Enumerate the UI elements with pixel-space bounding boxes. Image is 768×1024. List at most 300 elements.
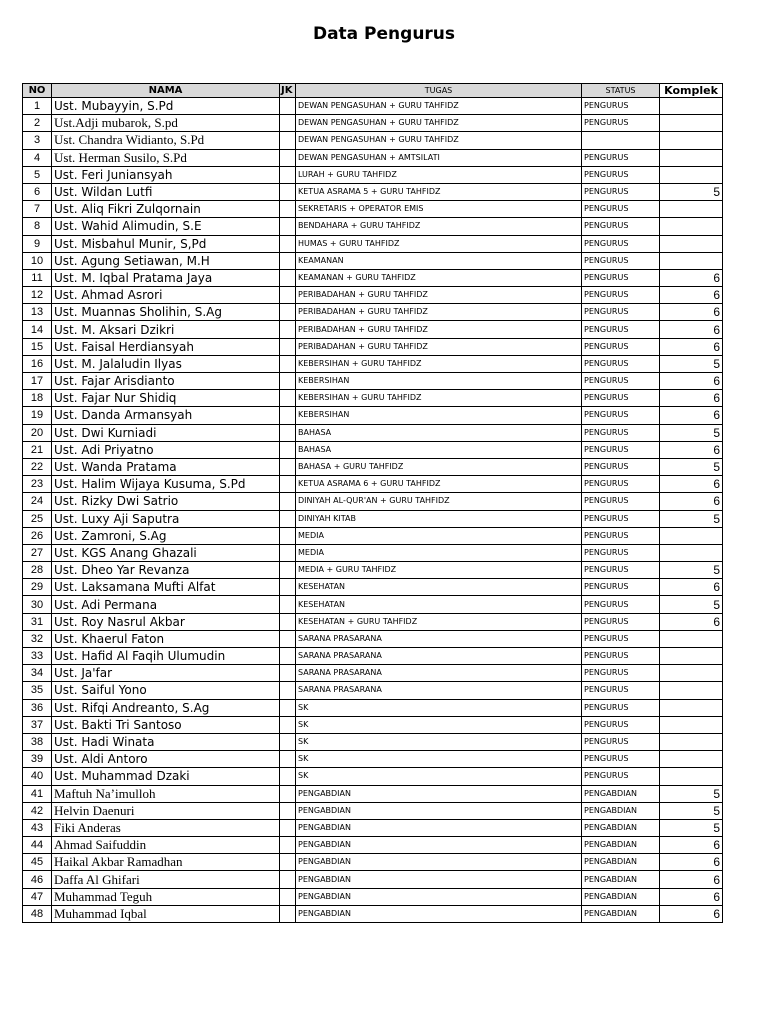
cell-nama: Ust. Mubayyin, S.Pd: [52, 98, 280, 115]
cell-nama: Ust. Feri Juniansyah: [52, 166, 280, 183]
header-komplek: Komplek: [660, 84, 723, 98]
cell-tugas: BAHASA: [296, 424, 582, 441]
cell-tugas: KEAMANAN + GURU TAHFIDZ: [296, 269, 582, 286]
table-row: [23, 837, 723, 854]
cell-no: 4: [23, 149, 52, 166]
cell-status: PENGURUS: [582, 544, 660, 561]
table-row: [23, 682, 723, 699]
cell-tugas: SK: [296, 733, 582, 750]
cell-status: PENGURUS: [582, 665, 660, 682]
cell-no: 16: [23, 355, 52, 372]
cell-status: PENGURUS: [582, 579, 660, 596]
cell-no: 43: [23, 819, 52, 836]
table-row: [23, 751, 723, 768]
cell-nama: Ust. Laksamana Mufti Alfat: [52, 579, 280, 596]
cell-jk: [280, 527, 296, 544]
cell-komplek: [660, 733, 723, 750]
cell-jk: [280, 390, 296, 407]
cell-tugas: PERIBADAHAN + GURU TAHFIDZ: [296, 304, 582, 321]
cell-jk: [280, 235, 296, 252]
cell-komplek: 5: [660, 424, 723, 441]
cell-jk: [280, 785, 296, 802]
cell-nama: Ust. Wildan Lutfi: [52, 183, 280, 200]
cell-nama: Ust. Chandra Widianto, S.Pd: [52, 132, 280, 149]
cell-no: 36: [23, 699, 52, 716]
cell-no: 7: [23, 201, 52, 218]
cell-status: PENGABDIAN: [582, 819, 660, 836]
cell-nama: Ust. Halim Wijaya Kusuma, S.Pd: [52, 476, 280, 493]
cell-jk: [280, 441, 296, 458]
table-row: [23, 287, 723, 304]
cell-nama: Ust. Adi Priyatno: [52, 441, 280, 458]
cell-tugas: PENGABDIAN: [296, 819, 582, 836]
cell-nama: Ust. M. Iqbal Pratama Jaya: [52, 269, 280, 286]
cell-status: PENGURUS: [582, 699, 660, 716]
cell-nama: Ust. Hadi Winata: [52, 733, 280, 750]
cell-status: PENGURUS: [582, 630, 660, 647]
table-row: [23, 458, 723, 475]
cell-jk: [280, 407, 296, 424]
cell-tugas: DINIYAH AL-QUR'AN + GURU TAHFIDZ: [296, 493, 582, 510]
cell-komplek: 6: [660, 613, 723, 630]
cell-tugas: BENDAHARA + GURU TAHFIDZ: [296, 218, 582, 235]
cell-no: 32: [23, 630, 52, 647]
cell-tugas: KEBERSIHAN + GURU TAHFIDZ: [296, 355, 582, 372]
cell-tugas: KEBERSIHAN: [296, 407, 582, 424]
cell-komplek: 5: [660, 458, 723, 475]
cell-no: 19: [23, 407, 52, 424]
cell-tugas: DINIYAH KITAB: [296, 510, 582, 527]
cell-no: 22: [23, 458, 52, 475]
cell-status: PENGABDIAN: [582, 802, 660, 819]
cell-jk: [280, 355, 296, 372]
cell-no: 12: [23, 287, 52, 304]
table-row: [23, 183, 723, 200]
cell-jk: [280, 304, 296, 321]
cell-jk: [280, 218, 296, 235]
cell-status: PENGURUS: [582, 98, 660, 115]
cell-nama: Fiki Anderas: [52, 819, 280, 836]
cell-status: PENGABDIAN: [582, 905, 660, 922]
cell-komplek: 5: [660, 802, 723, 819]
cell-tugas: KEAMANAN: [296, 252, 582, 269]
cell-komplek: 5: [660, 819, 723, 836]
cell-nama: Ust. Rizky Dwi Satrio: [52, 493, 280, 510]
cell-komplek: 5: [660, 785, 723, 802]
cell-status: PENGURUS: [582, 166, 660, 183]
cell-nama: Ust. Fajar Arisdianto: [52, 373, 280, 390]
cell-tugas: BAHASA: [296, 441, 582, 458]
cell-jk: [280, 458, 296, 475]
table-row: [23, 630, 723, 647]
cell-tugas: SK: [296, 716, 582, 733]
cell-tugas: KESEHATAN: [296, 596, 582, 613]
cell-tugas: KEBERSIHAN + GURU TAHFIDZ: [296, 390, 582, 407]
table-row: [23, 613, 723, 630]
cell-status: PENGURUS: [582, 751, 660, 768]
cell-nama: Ust. Rifqi Andreanto, S.Ag: [52, 699, 280, 716]
table-row: [23, 905, 723, 922]
cell-no: 11: [23, 269, 52, 286]
cell-status: PENGURUS: [582, 235, 660, 252]
cell-status: PENGURUS: [582, 562, 660, 579]
cell-no: 34: [23, 665, 52, 682]
header-tugas: TUGAS: [296, 84, 582, 98]
cell-tugas: PENGABDIAN: [296, 837, 582, 854]
cell-komplek: 5: [660, 562, 723, 579]
cell-jk: [280, 751, 296, 768]
cell-jk: [280, 373, 296, 390]
cell-jk: [280, 115, 296, 132]
cell-nama: Ust. Danda Armansyah: [52, 407, 280, 424]
cell-status: PENGABDIAN: [582, 854, 660, 871]
cell-jk: [280, 493, 296, 510]
cell-no: 13: [23, 304, 52, 321]
cell-jk: [280, 871, 296, 888]
cell-nama: Ust. Agung Setiawan, M.H: [52, 252, 280, 269]
cell-nama: Ust. Hafid Al Faqih Ulumudin: [52, 648, 280, 665]
cell-komplek: 6: [660, 493, 723, 510]
cell-komplek: 5: [660, 596, 723, 613]
table-row: [23, 562, 723, 579]
cell-no: 9: [23, 235, 52, 252]
cell-nama: Ust. Aldi Antoro: [52, 751, 280, 768]
cell-status: PENGURUS: [582, 390, 660, 407]
table-row: [23, 390, 723, 407]
cell-jk: [280, 699, 296, 716]
cell-nama: Ust. Ahmad Asrori: [52, 287, 280, 304]
cell-jk: [280, 476, 296, 493]
table-row: [23, 132, 723, 149]
table-row: [23, 304, 723, 321]
cell-komplek: [660, 630, 723, 647]
cell-komplek: 6: [660, 905, 723, 922]
cell-tugas: KEBERSIHAN: [296, 373, 582, 390]
table-row: [23, 802, 723, 819]
cell-tugas: PENGABDIAN: [296, 785, 582, 802]
cell-status: PENGURUS: [582, 183, 660, 200]
cell-nama: Ust. Misbahul Munir, S,Pd: [52, 235, 280, 252]
cell-komplek: [660, 768, 723, 785]
cell-nama: Muhammad Iqbal: [52, 905, 280, 922]
cell-status: PENGURUS: [582, 407, 660, 424]
table-row: [23, 544, 723, 561]
cell-status: PENGURUS: [582, 613, 660, 630]
cell-jk: [280, 149, 296, 166]
cell-komplek: [660, 665, 723, 682]
table-row: [23, 699, 723, 716]
cell-jk: [280, 682, 296, 699]
cell-komplek: 6: [660, 579, 723, 596]
table-row: [23, 476, 723, 493]
cell-tugas: PERIBADAHAN + GURU TAHFIDZ: [296, 338, 582, 355]
cell-komplek: [660, 527, 723, 544]
cell-nama: Ust. Wahid Alimudin, S.E: [52, 218, 280, 235]
header-no: NO: [23, 84, 52, 98]
cell-jk: [280, 510, 296, 527]
cell-status: PENGURUS: [582, 493, 660, 510]
cell-status: PENGURUS: [582, 269, 660, 286]
cell-nama: Ust. Khaerul Faton: [52, 630, 280, 647]
cell-komplek: [660, 98, 723, 115]
cell-status: PENGURUS: [582, 441, 660, 458]
cell-komplek: [660, 682, 723, 699]
table-row: [23, 166, 723, 183]
cell-jk: [280, 888, 296, 905]
cell-status: PENGURUS: [582, 304, 660, 321]
cell-nama: Muhammad Teguh: [52, 888, 280, 905]
cell-tugas: PERIBADAHAN + GURU TAHFIDZ: [296, 287, 582, 304]
cell-status: PENGURUS: [582, 149, 660, 166]
cell-komplek: [660, 699, 723, 716]
cell-jk: [280, 613, 296, 630]
cell-no: 18: [23, 390, 52, 407]
cell-tugas: SARANA PRASARANA: [296, 682, 582, 699]
cell-jk: [280, 854, 296, 871]
table-row: [23, 355, 723, 372]
cell-jk: [280, 338, 296, 355]
table-row: [23, 648, 723, 665]
cell-no: 44: [23, 837, 52, 854]
cell-jk: [280, 579, 296, 596]
table-row: [23, 201, 723, 218]
cell-no: 8: [23, 218, 52, 235]
cell-nama: Ust. Dwi Kurniadi: [52, 424, 280, 441]
cell-tugas: DEWAN PENGASUHAN + AMTSILATI: [296, 149, 582, 166]
cell-jk: [280, 321, 296, 338]
cell-jk: [280, 132, 296, 149]
cell-nama: Ust. M. Aksari Dzikri: [52, 321, 280, 338]
cell-tugas: SEKRETARIS + OPERATOR EMIS: [296, 201, 582, 218]
cell-nama: Ust. Luxy Aji Saputra: [52, 510, 280, 527]
cell-tugas: BAHASA + GURU TAHFIDZ: [296, 458, 582, 475]
cell-tugas: SARANA PRASARANA: [296, 648, 582, 665]
cell-tugas: KESEHATAN + GURU TAHFIDZ: [296, 613, 582, 630]
cell-jk: [280, 733, 296, 750]
cell-komplek: [660, 648, 723, 665]
table-row: [23, 596, 723, 613]
cell-tugas: MEDIA: [296, 544, 582, 561]
cell-komplek: 6: [660, 287, 723, 304]
table-row: [23, 819, 723, 836]
cell-jk: [280, 716, 296, 733]
cell-no: 26: [23, 527, 52, 544]
table-row: [23, 527, 723, 544]
cell-nama: Haikal Akbar Ramadhan: [52, 854, 280, 871]
cell-jk: [280, 630, 296, 647]
cell-komplek: 6: [660, 837, 723, 854]
cell-no: 27: [23, 544, 52, 561]
table-row: [23, 338, 723, 355]
cell-tugas: PENGABDIAN: [296, 905, 582, 922]
cell-jk: [280, 768, 296, 785]
cell-status: PENGURUS: [582, 768, 660, 785]
cell-status: PENGURUS: [582, 355, 660, 372]
cell-tugas: KETUA ASRAMA 6 + GURU TAHFIDZ: [296, 476, 582, 493]
cell-jk: [280, 269, 296, 286]
cell-no: 14: [23, 321, 52, 338]
cell-jk: [280, 819, 296, 836]
cell-nama: Ust. Ja'far: [52, 665, 280, 682]
table-row: [23, 235, 723, 252]
cell-jk: [280, 183, 296, 200]
cell-tugas: PERIBADAHAN + GURU TAHFIDZ: [296, 321, 582, 338]
table-row: [23, 716, 723, 733]
header-status: STATUS: [582, 84, 660, 98]
cell-no: 39: [23, 751, 52, 768]
cell-jk: [280, 596, 296, 613]
table-row: [23, 321, 723, 338]
cell-jk: [280, 562, 296, 579]
cell-komplek: 6: [660, 871, 723, 888]
table-row: [23, 373, 723, 390]
cell-no: 10: [23, 252, 52, 269]
cell-no: 3: [23, 132, 52, 149]
cell-komplek: 6: [660, 269, 723, 286]
cell-komplek: [660, 252, 723, 269]
cell-no: 37: [23, 716, 52, 733]
cell-no: 41: [23, 785, 52, 802]
cell-nama: Ust. Wanda Pratama: [52, 458, 280, 475]
cell-tugas: SK: [296, 751, 582, 768]
cell-no: 38: [23, 733, 52, 750]
cell-jk: [280, 802, 296, 819]
cell-no: 23: [23, 476, 52, 493]
cell-komplek: [660, 166, 723, 183]
table-row: [23, 768, 723, 785]
cell-nama: Ust. Muannas Sholihin, S.Ag: [52, 304, 280, 321]
cell-status: PENGURUS: [582, 596, 660, 613]
pengurus-table: [22, 83, 723, 923]
cell-tugas: PENGABDIAN: [296, 871, 582, 888]
table-row: [23, 493, 723, 510]
cell-komplek: [660, 751, 723, 768]
cell-status: PENGURUS: [582, 201, 660, 218]
cell-status: PENGURUS: [582, 476, 660, 493]
cell-komplek: [660, 716, 723, 733]
cell-komplek: 6: [660, 390, 723, 407]
cell-status: PENGURUS: [582, 252, 660, 269]
cell-status: PENGURUS: [582, 527, 660, 544]
cell-tugas: DEWAN PENGASUHAN + GURU TAHFIDZ: [296, 132, 582, 149]
cell-komplek: 6: [660, 407, 723, 424]
cell-status: [582, 132, 660, 149]
cell-tugas: PENGABDIAN: [296, 854, 582, 871]
cell-tugas: PENGABDIAN: [296, 802, 582, 819]
cell-no: 2: [23, 115, 52, 132]
cell-komplek: [660, 218, 723, 235]
cell-komplek: 6: [660, 338, 723, 355]
cell-no: 24: [23, 493, 52, 510]
cell-no: 17: [23, 373, 52, 390]
cell-status: PENGURUS: [582, 218, 660, 235]
cell-no: 29: [23, 579, 52, 596]
cell-komplek: 6: [660, 304, 723, 321]
cell-jk: [280, 424, 296, 441]
cell-komplek: [660, 132, 723, 149]
cell-no: 30: [23, 596, 52, 613]
cell-nama: Ust. Saiful Yono: [52, 682, 280, 699]
cell-nama: Maftuh Na’imulloh: [52, 785, 280, 802]
cell-status: PENGABDIAN: [582, 785, 660, 802]
cell-status: PENGURUS: [582, 373, 660, 390]
cell-nama: Ust. M. Jalaludin Ilyas: [52, 355, 280, 372]
cell-tugas: HUMAS + GURU TAHFIDZ: [296, 235, 582, 252]
cell-komplek: 6: [660, 854, 723, 871]
cell-jk: [280, 837, 296, 854]
cell-jk: [280, 166, 296, 183]
cell-nama: Ust. Bakti Tri Santoso: [52, 716, 280, 733]
cell-jk: [280, 98, 296, 115]
cell-tugas: LURAH + GURU TAHFIDZ: [296, 166, 582, 183]
table-row: [23, 218, 723, 235]
cell-komplek: 6: [660, 373, 723, 390]
table-row: [23, 424, 723, 441]
table-row: [23, 854, 723, 871]
cell-nama: Ust. Aliq Fikri Zulqornain: [52, 201, 280, 218]
page-title: Data Pengurus: [312, 24, 456, 44]
cell-status: PENGURUS: [582, 338, 660, 355]
cell-no: 6: [23, 183, 52, 200]
cell-nama: Ust. Zamroni, S.Ag: [52, 527, 280, 544]
table-row: [23, 441, 723, 458]
cell-komplek: 6: [660, 441, 723, 458]
cell-jk: [280, 201, 296, 218]
cell-no: 1: [23, 98, 52, 115]
table-row: [23, 733, 723, 750]
table-row: [23, 269, 723, 286]
cell-tugas: MEDIA: [296, 527, 582, 544]
header-nama: NAMA: [52, 84, 280, 98]
cell-status: PENGABDIAN: [582, 837, 660, 854]
cell-no: 40: [23, 768, 52, 785]
cell-komplek: 6: [660, 476, 723, 493]
cell-status: PENGURUS: [582, 321, 660, 338]
cell-komplek: [660, 149, 723, 166]
cell-jk: [280, 544, 296, 561]
table-row: [23, 510, 723, 527]
cell-no: 33: [23, 648, 52, 665]
cell-status: PENGURUS: [582, 682, 660, 699]
cell-status: PENGURUS: [582, 424, 660, 441]
cell-no: 31: [23, 613, 52, 630]
cell-nama: Daffa Al Ghifari: [52, 871, 280, 888]
table-header-row: [23, 84, 723, 98]
cell-no: 21: [23, 441, 52, 458]
table-row: [23, 888, 723, 905]
cell-tugas: SARANA PRASARANA: [296, 630, 582, 647]
cell-tugas: SK: [296, 768, 582, 785]
cell-no: 20: [23, 424, 52, 441]
cell-tugas: MEDIA + GURU TAHFIDZ: [296, 562, 582, 579]
cell-no: 25: [23, 510, 52, 527]
cell-no: 5: [23, 166, 52, 183]
cell-nama: Ust. KGS Anang Ghazali: [52, 544, 280, 561]
cell-status: PENGABDIAN: [582, 871, 660, 888]
cell-nama: Ust. Roy Nasrul Akbar: [52, 613, 280, 630]
table-row: [23, 407, 723, 424]
cell-tugas: PENGABDIAN: [296, 888, 582, 905]
cell-komplek: 5: [660, 510, 723, 527]
cell-no: 48: [23, 905, 52, 922]
cell-no: 42: [23, 802, 52, 819]
cell-tugas: SARANA PRASARANA: [296, 665, 582, 682]
cell-no: 35: [23, 682, 52, 699]
cell-no: 28: [23, 562, 52, 579]
table-row: [23, 115, 723, 132]
table-row: [23, 252, 723, 269]
cell-komplek: 6: [660, 888, 723, 905]
